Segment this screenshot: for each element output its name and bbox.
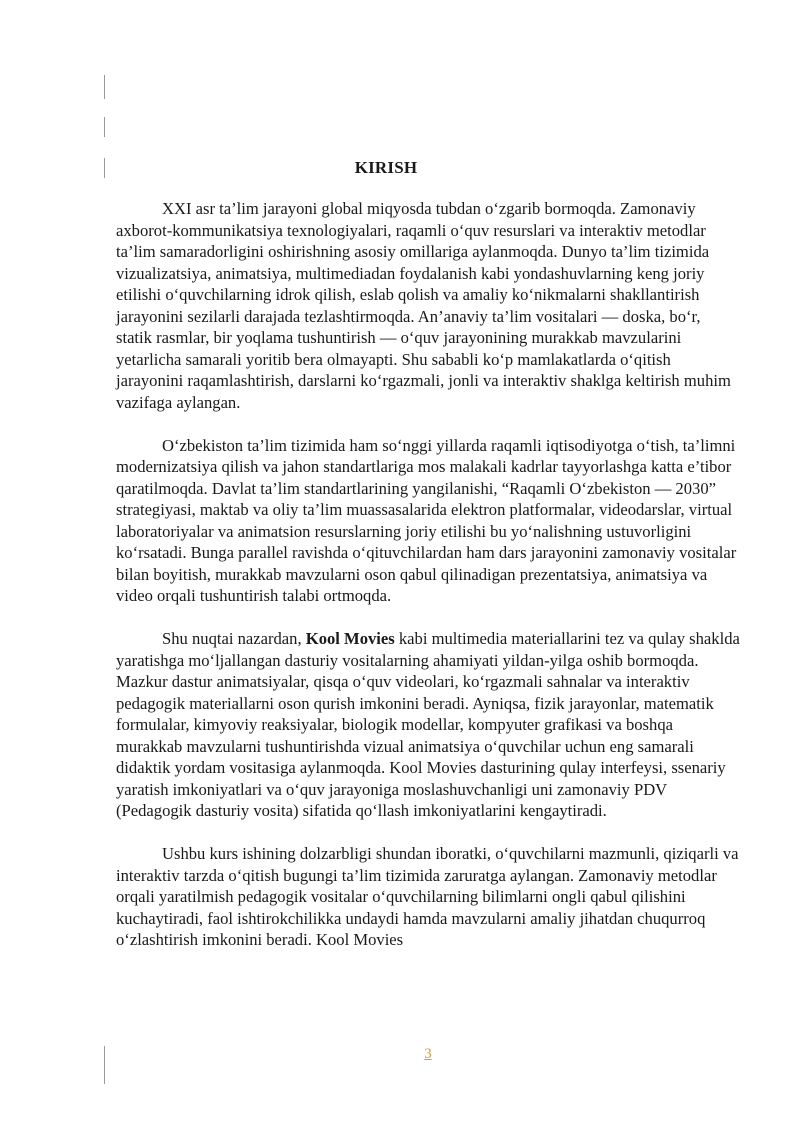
paragraph-text: kabi multimedia materiallarini tez va qulay shaklda yaratishga mo‘ljallangan dasturiy vositalarning ahamiyati yildan-yilga oshib bormoqda. Mazkur dastur animatsiyalar, qisqa o‘quv videolari, ko‘rgazmali sahnalar va interaktiv pedagogik materiallarni oson qurish imkonini beradi. Ayniqsa, fizik jarayonlar, matematik formulalar, kimyoviy reaksiyalar, biologik modellar, kompyuter grafikasi va boshqa murakkab mavzularni tushuntirishda vizual animatsiya o‘quvchilar uchun eng samarali didaktik yordam vositasiga aylanmoqda. Kool Movies dasturining qulay interfeysi, ssenariy yaratish imkoniyatlari va o‘quv jarayoniga moslashuvchanligi uni zamonaviy PDV (Pedagogik dasturiy vosita) sifatida qo‘llash imkoniyatlarini kengaytiradi. xyxy=(116,629,740,820)
margin-change-bar xyxy=(104,117,105,137)
bold-term: Kool Movies xyxy=(305,629,395,648)
paragraph: O‘zbekiston ta’lim tizimida ham so‘nggi yillarda raqamli iqtisodiyotga o‘tish, ta’limni modernizatsiya qilish va jahon standartlariga mos malakali kadrlar tayyorlashga katta e’tibor qaratilmoqda. Davlat ta’lim standartlarining yangilanishi, “Raqamli O‘zbekiston — 2030” strategiyasi, maktab va oliy ta’lim muassasalarida elektron platformalar, videodarslar, virtual laboratoriyalar va animatsion resurslarning joriy etilishi bu yo‘nalishning ustuvorligini ko‘rsatadi. Bunga parallel ravishda o‘qituvchilardan ham dars jarayonini zamonaviy vositalar bilan boyitish, murakkab mavzularni oson qabul qilinadigan prezentatsiya, animatsiya va video orqali tushuntirish talabi ortmoqda. xyxy=(116,435,737,605)
body-text xyxy=(116,198,740,972)
page-number: 3 xyxy=(424,1046,432,1062)
margin-change-bar xyxy=(104,75,105,99)
paragraph: XXI asr ta’lim jarayoni global miqyosda tubdan o‘zgarib bormoqda. Zamonaviy axborot-kommunikatsiya texnologiyalari, raqamli o‘quv resurslari va interaktiv metodlar ta’lim samaradorligini oshirishning asosiy omillariga aylanmoqda. Dunyo ta’lim tizimida vizualizatsiya, animatsiya, multimediadan foydalanish kabi yondashuvlarning keng joriy etilishi o‘quvchilarning idrok qilish, eslab qolish va amaliy ko‘nikmalarni shakllantirish jarayonini sezilarli darajada tezlashtirmoqda. An’anaviy ta’lim vositalari — doska, bo‘r, statik rasmlar, bir yoqlama tushuntirish — o‘quv jarayonining murakkab mavzularini yetarlicha samarali yoritib bera olmayapti. Shu sababli ko‘p mamlakatlarda o‘qitish jarayonini raqamlashtirish, darslarni ko‘rgazmali, jonli va interaktiv shaklga keltirish muhim vazifaga aylangan. xyxy=(116,199,731,412)
paragraph xyxy=(116,628,740,822)
section-title: KIRISH xyxy=(354,158,418,177)
paragraph-text: Shu nuqtai nazardan, xyxy=(162,629,306,648)
paragraph: Ushbu kurs ishining dolzarbligi shundan iboratki, o‘quvchilarni mazmunli, qiziqarli va interaktiv tarzda o‘qitish bugungi ta’lim tizimida zaruratga aylangan. Zamonaviy metodlar orqali yaratilmish pedagogik vositalar o‘quvchilarning bilimlarni ongli qabul qilishini kuchaytiradi, faol ishtirokchilikka undaydi hamda mavzularni amaliy jihatdan chuqurroq o‘zlashtirish imkonini beradi. Kool Movies xyxy=(116,844,739,949)
